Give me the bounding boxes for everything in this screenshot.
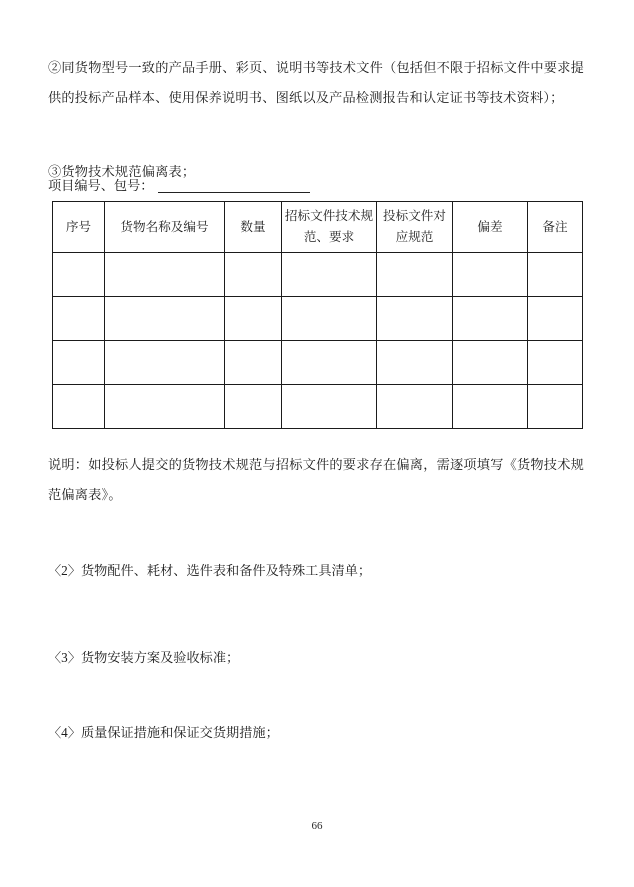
table-header-cell-remarks: 备注 xyxy=(528,202,583,253)
paragraph-technical-documents: ②同货物型号一致的产品手册、彩页、说明书等技术文件（包括但不限于招标文件中要求提供的投标产品样本、使用保养说明书、图纸以及产品检测报告和认定证书等技术资料）； xyxy=(48,60,584,106)
table-cell[interactable] xyxy=(528,253,583,297)
table-cell[interactable] xyxy=(225,341,282,385)
table-cell[interactable] xyxy=(377,385,453,429)
table-cell[interactable] xyxy=(377,253,453,297)
table-cell[interactable] xyxy=(377,341,453,385)
list-item-installation-acceptance: 〈3〉货物安装方案及验收标准； xyxy=(48,650,240,665)
table-cell[interactable] xyxy=(225,297,282,341)
table-header-cell-quantity: 数量 xyxy=(225,202,282,253)
table-cell[interactable] xyxy=(105,385,225,429)
table-cell[interactable] xyxy=(53,253,105,297)
table-cell[interactable] xyxy=(528,341,583,385)
table-cell[interactable] xyxy=(282,385,377,429)
table-row xyxy=(53,341,583,385)
table-cell[interactable] xyxy=(53,341,105,385)
table-cell[interactable] xyxy=(53,297,105,341)
table-row xyxy=(53,385,583,429)
table-cell[interactable] xyxy=(105,297,225,341)
table-cell[interactable] xyxy=(377,297,453,341)
list-item-quality-delivery-measures: 〈4〉质量保证措施和保证交货期措施； xyxy=(48,725,279,740)
table-header-cell-bid-spec: 投标文件对应规范 xyxy=(377,202,453,253)
project-number-blank-input[interactable] xyxy=(158,192,310,193)
table-cell[interactable] xyxy=(453,297,528,341)
table-cell[interactable] xyxy=(105,341,225,385)
table-header-cell-goods-name: 货物名称及编号 xyxy=(105,202,225,253)
table-header-row xyxy=(53,202,583,253)
project-number-field xyxy=(48,173,568,199)
table-cell[interactable] xyxy=(528,385,583,429)
table-cell[interactable] xyxy=(105,253,225,297)
table-cell[interactable] xyxy=(225,385,282,429)
table-cell[interactable] xyxy=(528,297,583,341)
technical-specification-deviation-table xyxy=(52,201,583,429)
table-cell[interactable] xyxy=(282,341,377,385)
table-cell[interactable] xyxy=(282,253,377,297)
table-header-cell-sequence: 序号 xyxy=(53,202,105,253)
project-number-label: 项目编号、包号： xyxy=(48,178,154,193)
table-cell[interactable] xyxy=(453,341,528,385)
page-number: 66 xyxy=(311,820,323,832)
table-cell[interactable] xyxy=(225,253,282,297)
table-cell[interactable] xyxy=(282,297,377,341)
table-row xyxy=(53,253,583,297)
list-item-accessories-consumables: 〈2〉货物配件、耗材、选件表和备件及特殊工具清单； xyxy=(48,563,372,578)
table-header-cell-tender-spec: 招标文件技术规范、要求 xyxy=(282,202,377,253)
table-row xyxy=(53,297,583,341)
paragraph-deviation-note: 说明：如投标人提交的货物技术规范与招标文件的要求存在偏离，需逐项填写《货物技术规范偏离表》。 xyxy=(48,457,584,503)
table-cell[interactable] xyxy=(53,385,105,429)
table-cell[interactable] xyxy=(453,253,528,297)
table-header-cell-deviation: 偏差 xyxy=(453,202,528,253)
paragraph-deviation-table-title: ③货物技术规范偏离表； xyxy=(48,164,196,180)
table-cell[interactable] xyxy=(453,385,528,429)
